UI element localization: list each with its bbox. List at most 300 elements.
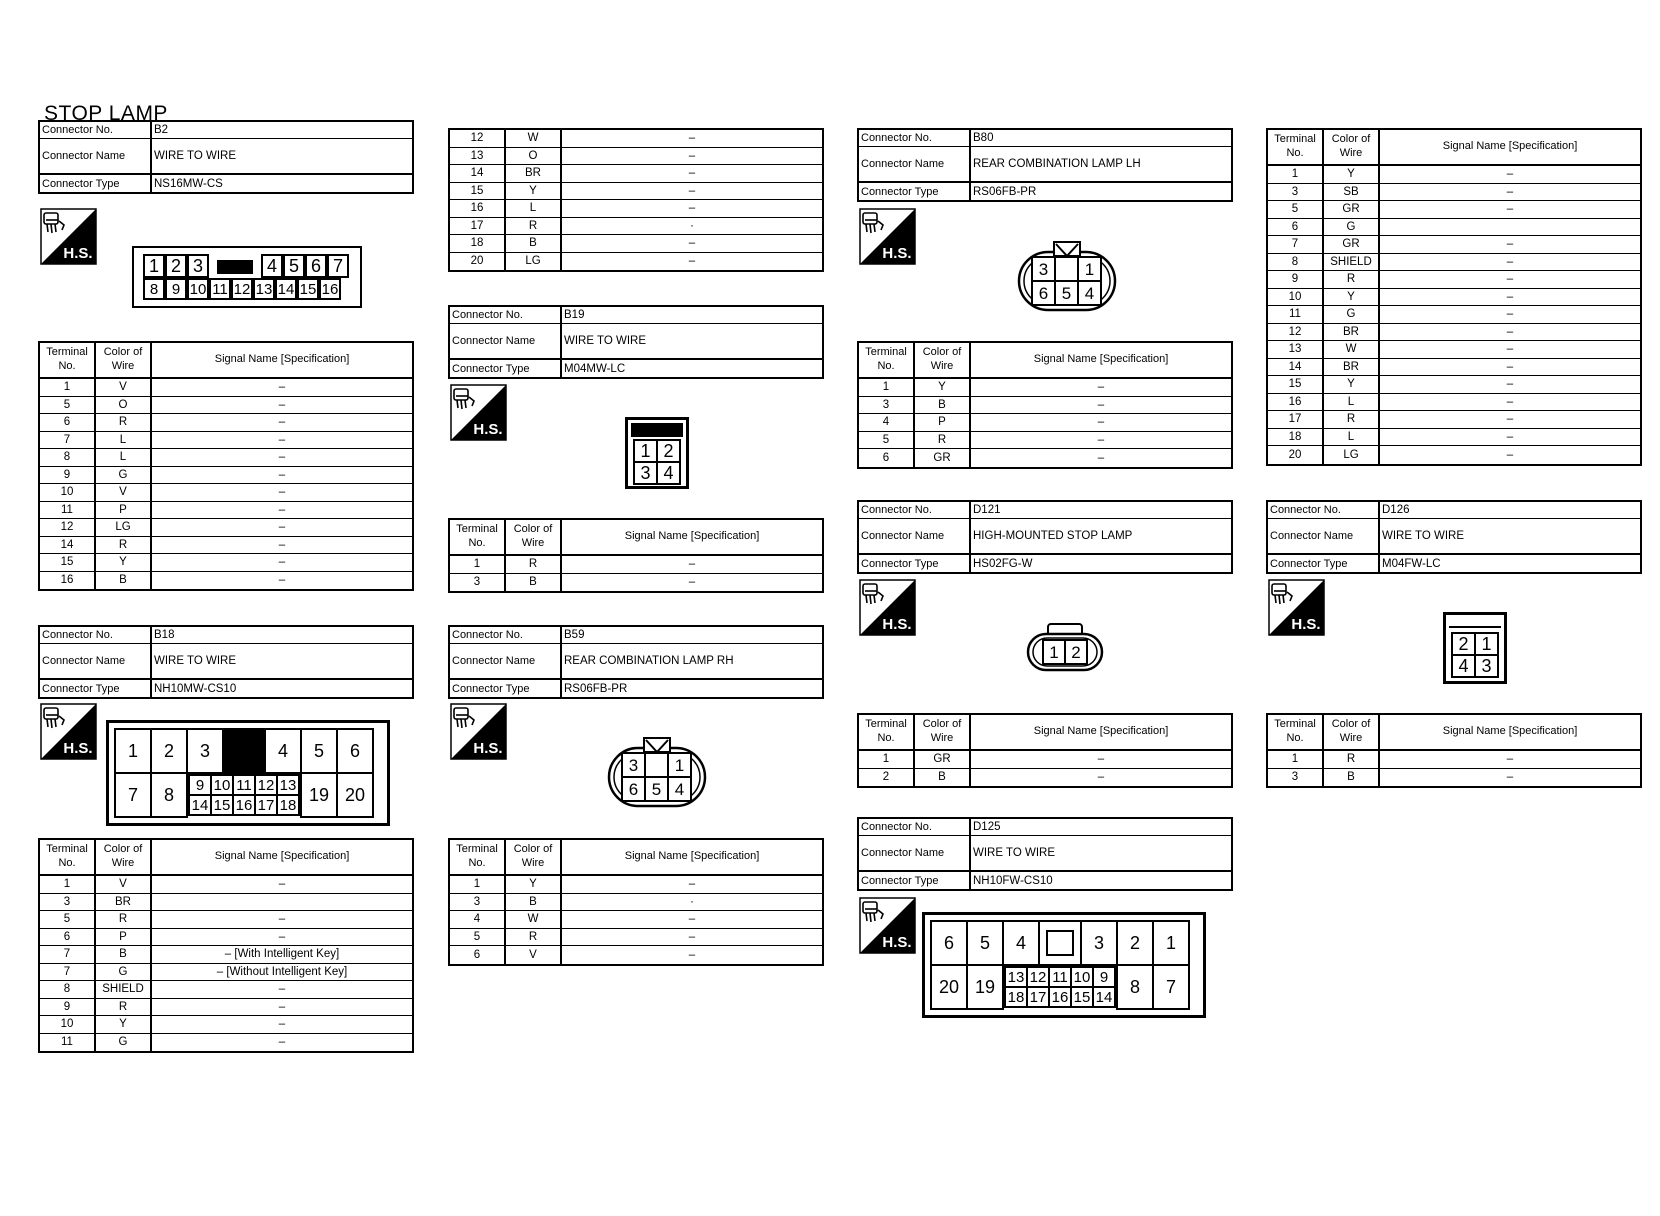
terminal-cell: 2 bbox=[1116, 920, 1154, 966]
signal-name-cell: – bbox=[278, 451, 286, 464]
wire-color-cell: B bbox=[506, 894, 562, 911]
wire-color-cell: L bbox=[96, 432, 152, 449]
terminal-no-cell: 7 bbox=[1268, 236, 1324, 253]
table-row bbox=[1268, 306, 1640, 324]
signal-name-header: Signal Name [Specification] bbox=[624, 850, 760, 863]
terminal-label: 6 bbox=[628, 780, 639, 799]
terminal-no-cell: 17 bbox=[1268, 411, 1324, 428]
signal-name-cell: – bbox=[1097, 381, 1105, 394]
signal-name-cell: – [With Intelligent Key] bbox=[224, 948, 340, 961]
terminal-cell: 15 bbox=[297, 278, 319, 300]
terminal-no-cell: 1 bbox=[1268, 751, 1324, 768]
wire-color-cell: B bbox=[1324, 769, 1380, 787]
color-of-wire-header: Color of Wire bbox=[506, 520, 562, 554]
connector-no-value: B80 bbox=[973, 132, 994, 144]
harness-side-icon bbox=[450, 703, 507, 760]
signal-name-cell: – bbox=[1506, 325, 1514, 338]
signal-name-header: Signal Name [Specification] bbox=[1033, 725, 1169, 738]
connector-face-d125 bbox=[922, 912, 1206, 1018]
table-row bbox=[40, 397, 412, 415]
table-row bbox=[1268, 446, 1640, 464]
table-row bbox=[40, 414, 412, 432]
hs-label: H.S. bbox=[63, 245, 93, 262]
wire-color-cell: Y bbox=[915, 379, 971, 396]
terminal-no-header: Terminal No. bbox=[450, 520, 506, 554]
harness-side-icon bbox=[859, 579, 916, 636]
terminal-no-cell: 3 bbox=[1268, 769, 1324, 787]
label-connector-no: Connector No. bbox=[450, 307, 562, 323]
label-connector-no: Connector No. bbox=[859, 819, 971, 835]
wire-color-cell: B bbox=[96, 572, 152, 590]
label-connector-type: Connector Type bbox=[40, 680, 152, 697]
table-row bbox=[40, 537, 412, 555]
table-row bbox=[1268, 166, 1640, 184]
wire-color-cell: L bbox=[506, 200, 562, 217]
terminal-no-cell: 4 bbox=[859, 414, 915, 431]
table-row bbox=[40, 999, 412, 1017]
wire-color-cell: Y bbox=[506, 183, 562, 200]
harness-side-icon bbox=[859, 897, 916, 954]
wire-color-cell: G bbox=[96, 467, 152, 484]
terminal-cell: 20 bbox=[336, 772, 374, 818]
terminal-no-cell: 9 bbox=[40, 999, 96, 1016]
table-row bbox=[40, 911, 412, 929]
harness-side-icon bbox=[1268, 579, 1325, 636]
connector-face-b19 bbox=[625, 417, 689, 489]
wire-color-cell: Y bbox=[96, 554, 152, 571]
terminal-no-cell: 8 bbox=[1268, 254, 1324, 271]
wire-color-cell: GR bbox=[1324, 201, 1380, 218]
key-block bbox=[222, 728, 266, 774]
key-block bbox=[217, 260, 253, 274]
terminal-cell: 14 bbox=[275, 278, 297, 300]
table-row bbox=[450, 148, 822, 166]
table-row bbox=[1268, 324, 1640, 342]
connector-type-value: NS16MW-CS bbox=[154, 177, 223, 190]
table-row bbox=[1268, 341, 1640, 359]
harness-side-icon bbox=[859, 208, 916, 265]
terminal-cell: 2 bbox=[150, 728, 188, 774]
terminal-no-cell: 3 bbox=[859, 397, 915, 414]
terminal-cell: 16 bbox=[319, 278, 341, 300]
wire-color-cell: L bbox=[1324, 429, 1380, 446]
wire-color-cell: R bbox=[96, 911, 152, 928]
terminal-no-cell: 6 bbox=[450, 946, 506, 964]
terminal-no-cell: 12 bbox=[40, 519, 96, 536]
wire-color-cell: Y bbox=[1324, 166, 1380, 183]
terminal-cell: 8 bbox=[1116, 964, 1154, 1010]
terminal-cell: 6 bbox=[930, 920, 968, 966]
terminal-no-cell: 1 bbox=[450, 556, 506, 573]
table-header bbox=[40, 343, 412, 379]
terminal-cell: 7 bbox=[1152, 964, 1190, 1010]
terminal-table-b19 bbox=[448, 518, 824, 593]
hs-label: H.S. bbox=[882, 245, 912, 262]
signal-name-cell: – bbox=[1506, 238, 1514, 251]
table-row bbox=[1268, 236, 1640, 254]
table-row bbox=[40, 1016, 412, 1034]
signal-name-cell: – bbox=[278, 416, 286, 429]
terminal-no-header: Terminal No. bbox=[859, 715, 915, 749]
wire-color-cell: R bbox=[506, 218, 562, 235]
terminal-cell: 1 bbox=[1474, 632, 1499, 656]
key-block bbox=[1038, 920, 1082, 966]
signal-name-cell: – bbox=[1506, 360, 1514, 373]
wire-color-cell: G bbox=[1324, 219, 1380, 236]
table-row bbox=[40, 894, 412, 912]
wire-color-cell: G bbox=[96, 1034, 152, 1052]
wire-color-cell: L bbox=[1324, 394, 1380, 411]
connector-no-value: D121 bbox=[973, 504, 1001, 516]
connector-no-value: D126 bbox=[1382, 504, 1410, 516]
terminal-no-header: Terminal No. bbox=[1268, 715, 1324, 749]
terminal-no-header: Terminal No. bbox=[40, 840, 96, 874]
label-connector-name: Connector Name bbox=[859, 519, 971, 553]
terminal-cell: 11 bbox=[232, 774, 256, 796]
terminal-no-cell: 2 bbox=[859, 769, 915, 787]
terminal-cell: 1 bbox=[143, 254, 165, 278]
connector-name-value: WIRE TO WIRE bbox=[973, 847, 1055, 859]
label-connector-no: Connector No. bbox=[859, 130, 971, 146]
signal-name-cell: – bbox=[688, 132, 696, 145]
terminal-no-cell: 15 bbox=[40, 554, 96, 571]
label-connector-type: Connector Type bbox=[859, 555, 971, 572]
terminal-no-cell: 1 bbox=[450, 876, 506, 893]
terminal-no-cell: 13 bbox=[1268, 341, 1324, 358]
terminal-cell: 7 bbox=[327, 254, 349, 278]
table-row bbox=[1268, 289, 1640, 307]
table-row bbox=[450, 130, 822, 148]
terminal-cell: 4 bbox=[264, 728, 302, 774]
table-row bbox=[450, 556, 822, 574]
table-row bbox=[1268, 359, 1640, 377]
terminal-no-cell: 16 bbox=[450, 200, 506, 217]
table-row bbox=[1268, 376, 1640, 394]
connector-header-b18 bbox=[38, 625, 414, 699]
signal-name-cell: – bbox=[1506, 430, 1514, 443]
hs-label: H.S. bbox=[473, 740, 503, 757]
table-header bbox=[1268, 715, 1640, 751]
label-connector-name: Connector Name bbox=[450, 644, 562, 678]
table-row bbox=[1268, 394, 1640, 412]
connector-type-value: NH10MW-CS10 bbox=[154, 682, 237, 695]
wire-color-cell: B bbox=[915, 769, 971, 787]
label-connector-type: Connector Type bbox=[1268, 555, 1380, 572]
table-row bbox=[450, 929, 822, 947]
signal-name-cell: – bbox=[278, 913, 286, 926]
terminal-no-cell: 5 bbox=[1268, 201, 1324, 218]
table-row bbox=[859, 379, 1231, 397]
terminal-no-cell: 8 bbox=[40, 981, 96, 998]
hs-label: H.S. bbox=[882, 934, 912, 951]
table-row bbox=[1268, 429, 1640, 447]
signal-name-cell: – bbox=[278, 1036, 286, 1049]
terminal-cell: 12 bbox=[1026, 966, 1050, 988]
label-connector-type: Connector Type bbox=[450, 360, 562, 377]
terminal-table-d126 bbox=[1266, 713, 1642, 788]
terminal-no-cell: 18 bbox=[1268, 429, 1324, 446]
terminal-cell: 16 bbox=[1048, 986, 1072, 1008]
terminal-no-cell: 8 bbox=[40, 449, 96, 466]
signal-name-cell: – bbox=[1506, 395, 1514, 408]
terminal-no-cell: 3 bbox=[450, 574, 506, 592]
table-row bbox=[1268, 411, 1640, 429]
table-row bbox=[1268, 271, 1640, 289]
key-bar bbox=[631, 423, 683, 437]
wire-color-cell: GR bbox=[915, 751, 971, 768]
signal-name-cell: – bbox=[278, 521, 286, 534]
signal-name-header: Signal Name [Specification] bbox=[214, 850, 350, 863]
wire-color-cell: BR bbox=[1324, 359, 1380, 376]
signal-name-cell: – bbox=[1506, 343, 1514, 356]
connector-name-value: WIRE TO WIRE bbox=[564, 335, 646, 347]
wire-color-cell: SHIELD bbox=[1324, 254, 1380, 271]
terminal-label: 3 bbox=[1038, 260, 1049, 279]
terminal-no-cell: 16 bbox=[40, 572, 96, 590]
signal-name-cell: – bbox=[278, 486, 286, 499]
signal-name-cell: – bbox=[278, 538, 286, 551]
table-header bbox=[450, 840, 822, 876]
connector-header-b80 bbox=[857, 128, 1233, 202]
signal-name-cell: – bbox=[1506, 255, 1514, 268]
connector-name-value: WIRE TO WIRE bbox=[154, 150, 236, 162]
color-of-wire-header: Color of Wire bbox=[915, 343, 971, 377]
signal-name-cell: – bbox=[278, 574, 286, 587]
terminal-label: 1 bbox=[1049, 643, 1059, 662]
hs-label: H.S. bbox=[473, 421, 503, 438]
terminal-no-cell: 10 bbox=[40, 1016, 96, 1033]
terminal-cell: 5 bbox=[966, 920, 1004, 966]
terminal-table-b2 bbox=[38, 341, 414, 591]
terminal-no-cell: 9 bbox=[40, 467, 96, 484]
terminal-no-cell: 20 bbox=[1268, 446, 1324, 464]
signal-name-cell: – bbox=[1506, 273, 1514, 286]
terminal-cell: 8 bbox=[143, 278, 165, 300]
connector-type-value: HS02FG-W bbox=[973, 557, 1033, 570]
table-row bbox=[450, 218, 822, 236]
wire-color-cell: GR bbox=[1324, 236, 1380, 253]
signal-name-cell: – bbox=[278, 433, 286, 446]
page-title: STOP LAMP bbox=[44, 102, 168, 125]
signal-name-cell: – bbox=[688, 930, 696, 943]
terminal-cell: 18 bbox=[276, 794, 300, 816]
terminal-no-cell: 17 bbox=[450, 218, 506, 235]
color-of-wire-header: Color of Wire bbox=[506, 840, 562, 874]
terminal-no-cell: 1 bbox=[859, 379, 915, 396]
wire-color-cell: Y bbox=[506, 876, 562, 893]
terminal-no-cell: 15 bbox=[450, 183, 506, 200]
terminal-cell: 12 bbox=[254, 774, 278, 796]
harness-side-icon bbox=[40, 703, 97, 760]
signal-name-cell: – bbox=[278, 1018, 286, 1031]
signal-name-cell: – bbox=[1506, 203, 1514, 216]
wire-color-cell: R bbox=[96, 414, 152, 431]
terminal-cell: 11 bbox=[209, 278, 231, 300]
terminal-cell: 19 bbox=[966, 964, 1004, 1010]
connector-face-b59 bbox=[606, 734, 708, 810]
signal-name-header: Signal Name [Specification] bbox=[1442, 725, 1578, 738]
wire-color-cell: R bbox=[96, 999, 152, 1016]
connector-header-d121 bbox=[857, 500, 1233, 574]
terminal-cell: 4 bbox=[1002, 920, 1040, 966]
label-connector-no: Connector No. bbox=[40, 627, 152, 643]
table-row bbox=[1268, 254, 1640, 272]
terminal-cell: 9 bbox=[1092, 966, 1116, 988]
signal-name-cell: – bbox=[1506, 378, 1514, 391]
harness-side-icon bbox=[40, 208, 97, 265]
signal-name-cell: – bbox=[278, 556, 286, 569]
table-header bbox=[1268, 130, 1640, 166]
wire-color-cell: SB bbox=[1324, 184, 1380, 201]
terminal-cell: 3 bbox=[187, 254, 209, 278]
signal-name-cell: – bbox=[1506, 413, 1514, 426]
signal-name-cell: – bbox=[688, 237, 696, 250]
table-row bbox=[40, 572, 412, 590]
wire-color-cell: V bbox=[96, 876, 152, 893]
connector-no-value: B18 bbox=[154, 629, 175, 641]
table-row bbox=[40, 929, 412, 947]
terminal-no-cell: 7 bbox=[40, 964, 96, 981]
wire-color-cell: BR bbox=[96, 894, 152, 911]
wire-color-cell: LG bbox=[1324, 446, 1380, 464]
terminal-cell: 14 bbox=[1092, 986, 1116, 1008]
terminal-cell: 1 bbox=[1152, 920, 1190, 966]
table-row bbox=[859, 769, 1231, 787]
terminal-table-b2-continued bbox=[448, 128, 824, 272]
table-header bbox=[450, 520, 822, 556]
terminal-no-cell: 10 bbox=[40, 484, 96, 501]
signal-name-cell: – bbox=[1506, 753, 1514, 766]
terminal-cell: 14 bbox=[188, 794, 212, 816]
terminal-no-header: Terminal No. bbox=[40, 343, 96, 377]
signal-name-cell: – bbox=[1097, 416, 1105, 429]
terminal-no-cell: 3 bbox=[40, 894, 96, 911]
table-row bbox=[1268, 751, 1640, 769]
terminal-no-cell: 5 bbox=[859, 432, 915, 449]
table-row bbox=[450, 946, 822, 964]
terminal-cell: 3 bbox=[186, 728, 224, 774]
signal-name-cell: – bbox=[1506, 290, 1514, 303]
label-connector-type: Connector Type bbox=[450, 680, 562, 697]
connector-name-value: WIRE TO WIRE bbox=[1382, 530, 1464, 542]
terminal-cell: 13 bbox=[276, 774, 300, 796]
table-row bbox=[40, 502, 412, 520]
wire-color-cell: W bbox=[506, 130, 562, 147]
wire-color-cell: P bbox=[915, 414, 971, 431]
connector-header-b59 bbox=[448, 625, 824, 699]
signal-name-cell: – bbox=[278, 930, 286, 943]
table-row bbox=[40, 981, 412, 999]
terminal-no-cell: 5 bbox=[40, 911, 96, 928]
terminal-no-cell: 6 bbox=[1268, 219, 1324, 236]
terminal-no-cell: 3 bbox=[450, 894, 506, 911]
table-header bbox=[859, 343, 1231, 379]
label-connector-no: Connector No. bbox=[1268, 502, 1380, 518]
wire-color-cell: V bbox=[96, 379, 152, 396]
terminal-label: 5 bbox=[1061, 284, 1072, 303]
connector-no-value: B59 bbox=[564, 629, 585, 641]
hs-label: H.S. bbox=[1291, 616, 1321, 633]
signal-name-header: Signal Name [Specification] bbox=[624, 530, 760, 543]
table-row bbox=[859, 432, 1231, 450]
label-connector-name: Connector Name bbox=[40, 644, 152, 678]
terminal-table-d121 bbox=[857, 713, 1233, 788]
terminal-no-cell: 3 bbox=[1268, 184, 1324, 201]
signal-name-cell: – bbox=[688, 184, 696, 197]
signal-name-cell: – bbox=[1506, 448, 1514, 461]
wire-color-cell: R bbox=[915, 432, 971, 449]
signal-name-cell: – bbox=[1097, 753, 1105, 766]
signal-name-cell: – bbox=[1097, 451, 1105, 464]
label-connector-name: Connector Name bbox=[859, 147, 971, 181]
terminal-cell: 2 bbox=[165, 254, 187, 278]
wire-color-cell: Y bbox=[96, 1016, 152, 1033]
terminal-label: 4 bbox=[1084, 284, 1095, 303]
terminal-no-cell: 16 bbox=[1268, 394, 1324, 411]
terminal-cell: 3 bbox=[633, 461, 658, 485]
terminal-cell: 4 bbox=[261, 254, 283, 278]
wire-color-cell: V bbox=[96, 484, 152, 501]
terminal-cell: 2 bbox=[1451, 632, 1476, 656]
wire-color-cell: B bbox=[915, 397, 971, 414]
terminal-label: 5 bbox=[651, 780, 662, 799]
table-row bbox=[40, 1034, 412, 1052]
wire-color-cell: P bbox=[96, 929, 152, 946]
terminal-table-d125 bbox=[1266, 128, 1642, 466]
wire-color-cell: LG bbox=[96, 519, 152, 536]
terminal-cell: 4 bbox=[656, 461, 681, 485]
terminal-cell: 5 bbox=[300, 728, 338, 774]
signal-name-cell: – bbox=[278, 503, 286, 516]
table-row bbox=[450, 876, 822, 894]
terminal-label: 1 bbox=[1084, 260, 1095, 279]
table-row bbox=[450, 911, 822, 929]
table-row bbox=[40, 449, 412, 467]
terminal-no-cell: 14 bbox=[450, 165, 506, 182]
wire-color-cell: R bbox=[1324, 751, 1380, 768]
table-row bbox=[40, 484, 412, 502]
table-row bbox=[40, 946, 412, 964]
terminal-label: 2 bbox=[1071, 643, 1081, 662]
signal-name-cell: – bbox=[1506, 308, 1514, 321]
table-row bbox=[40, 519, 412, 537]
signal-name-cell: – bbox=[278, 983, 286, 996]
wire-color-cell: SHIELD bbox=[96, 981, 152, 998]
wire-color-cell: W bbox=[1324, 341, 1380, 358]
terminal-cell: 11 bbox=[1048, 966, 1072, 988]
wire-color-cell: B bbox=[506, 235, 562, 252]
connector-no-value: B2 bbox=[154, 124, 169, 136]
connector-type-value: RS06FB-PR bbox=[564, 682, 628, 695]
connector-type-value: M04FW-LC bbox=[1382, 557, 1441, 570]
terminal-label: 6 bbox=[1038, 284, 1049, 303]
connector-header-b19 bbox=[448, 305, 824, 379]
table-header bbox=[40, 840, 412, 876]
wire-color-cell: P bbox=[96, 502, 152, 519]
table-row bbox=[859, 414, 1231, 432]
wire-color-cell: R bbox=[96, 537, 152, 554]
table-row bbox=[40, 876, 412, 894]
signal-name-cell: – bbox=[1506, 168, 1514, 181]
table-row bbox=[450, 200, 822, 218]
terminal-no-cell: 7 bbox=[40, 432, 96, 449]
terminal-no-cell: 18 bbox=[450, 235, 506, 252]
connector-no-value: D125 bbox=[973, 821, 1001, 833]
wire-color-cell: R bbox=[506, 929, 562, 946]
table-row bbox=[859, 449, 1231, 467]
label-connector-name: Connector Name bbox=[859, 836, 971, 870]
connector-face-b18 bbox=[106, 720, 390, 826]
